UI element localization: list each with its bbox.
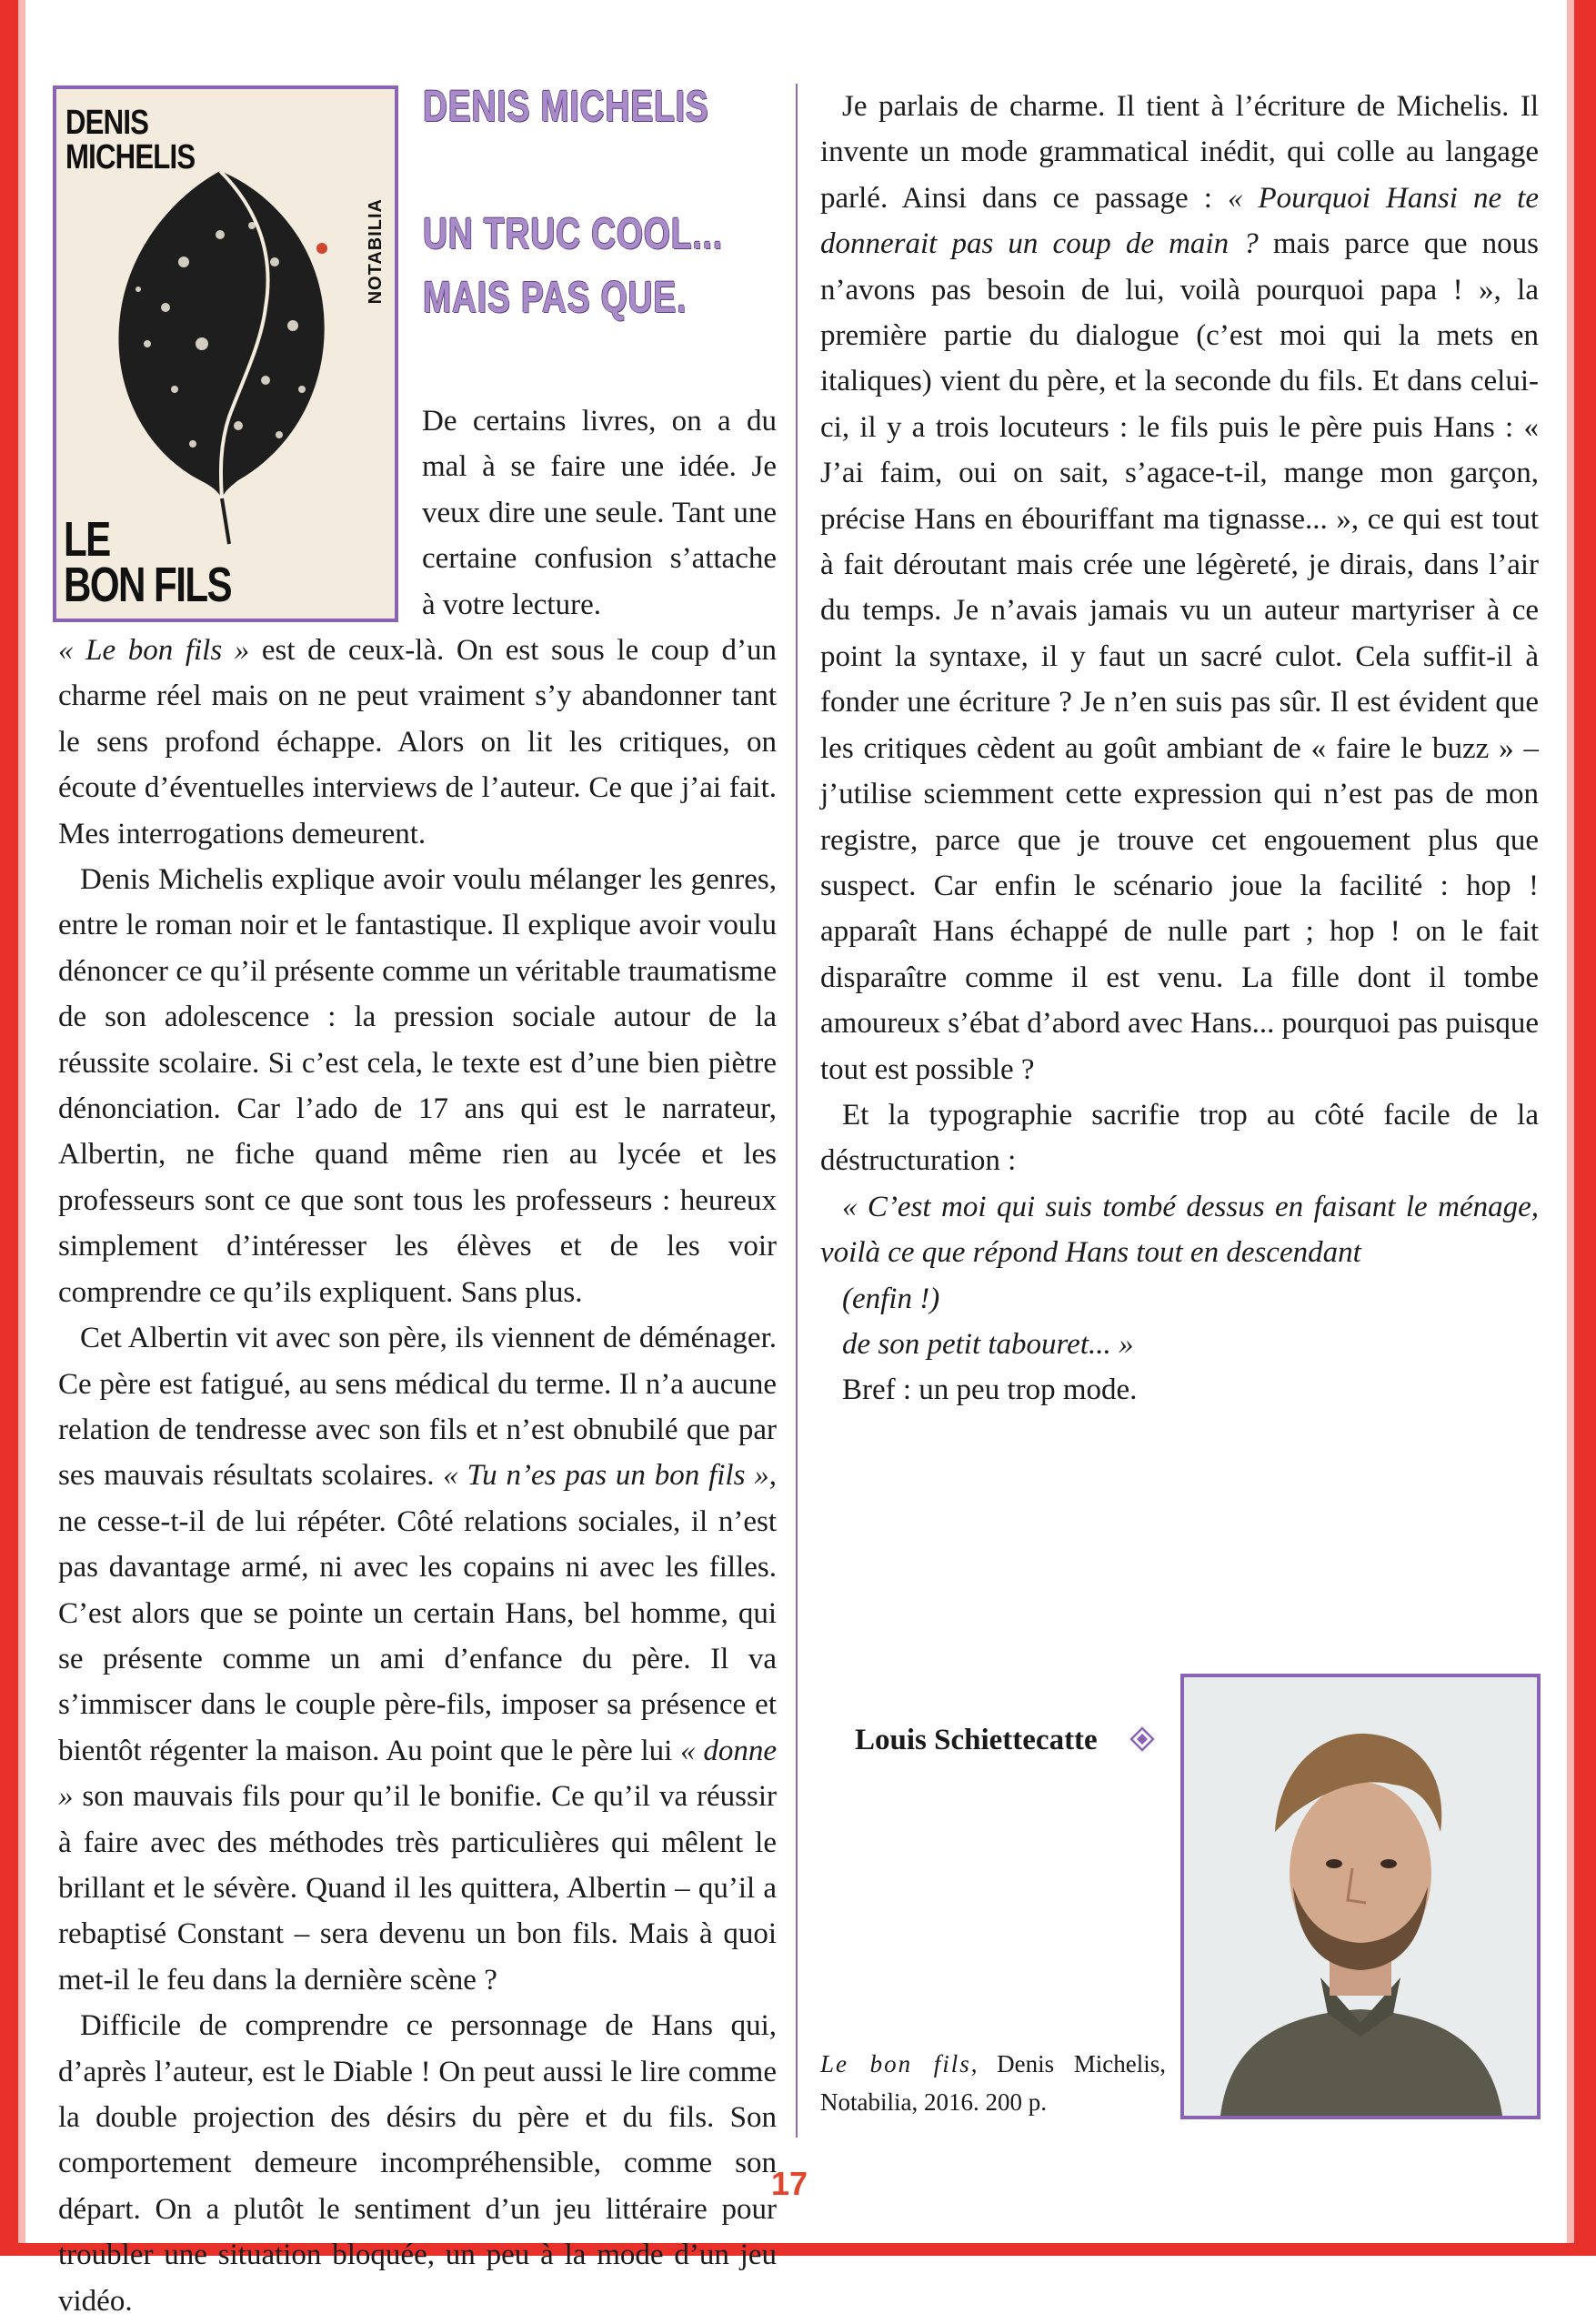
article-left-column xyxy=(58,628,778,2318)
paragraph-3: Cet Albertin vit avec son père, ils viennent de déménager. Ce père est fatigué, au sens médical du terme. Il n’a aucune relation de tendresse avec son fils et n’est obnubilé que par ses mauvais résultats scolaires. « Tu n’es pas un bon fils », ne cesse-t-il de lui répéter. Côté relations sociales, il n’est pas davantage armé, ni avec les copains ni avec les filles. C’est alors que se pointe un certain Hans, bel homme, qui se présente comme un ami d’enfance du père. Il va s’immiscer dans le couple père-fils, imposer sa présence et bientôt régenter la maison. Au point que le père lui « donne » son mauvais fils pour qu’il le bonifie. Ce qu’il va réussir à faire avec des méthodes très particulières qui mêlent le brillant et le sévère. Quand il les quittera, Albertin – qu’il a rebaptisé Constant – sera devenu un bon fils. Mais à quoi met-il le feu dans la dernière scène ? xyxy=(58,1322,777,1997)
quote-line-3: de son petit tabouret... » xyxy=(842,1327,1134,1361)
headline-line-2: MAIS PAS QUE. xyxy=(423,274,688,322)
page-border-right xyxy=(1574,0,1596,2256)
book-cover xyxy=(53,86,398,622)
paragraph-5: Je parlais de charme. Il tient à l’écriture de Michelis. Il invente un mode grammatical inédit, qui colle au langage parlé. Ainsi dans ce passage : « Pourquoi Hansi ne te donnerait pas un coup de main ? mais parce que nous n’avons pas besoin de lui, voilà pourquoi papa ! », la première partie du dialogue (c’est moi qui la mets en italiques) vient du père, et la seconde du fils. Et dans celui-ci, il y a trois locuteurs : le fils puis le père puis Hans : « J’ai faim, oui on sait, s’agace-t-il, mange mon garçon, précise Hans en ébouriffant ma tignasse... », ce qui est tout à fait déroutant mais crée une légèreté, je dirais, dans l’air du temps. Je n’avais jamais vu un auteur martyriser à ce point la syntaxe, il y faut un sacré culot. Cela suffit-il à fonder une écriture ? Je n’en suis pas sûr. Il est évident que les critiques cèdent au goût ambiant de « faire le buzz » – j’utilise sciemment cette expression qui n’est pas de mon registre, parce que je trouve cet engouement plus que suspect. Car enfin le scénario joue la facilité : hop ! apparaît Hans échappé de nulle part ; hop ! on le fait disparaître comme il est venu. La fille dont il tombe amoureux s’ébat d’abord avec Hans... pourquoi pas puisque tout est possible ? xyxy=(820,90,1539,1086)
cover-author: DENIS MICHELIS xyxy=(65,104,196,176)
leaf-faces-illustration xyxy=(84,153,366,544)
quote-line-2: (enfin !) xyxy=(842,1282,940,1315)
paragraph-7: Bref : un peu trop mode. xyxy=(842,1373,1138,1407)
cover-publisher: NOTABILIA xyxy=(366,198,386,305)
paragraph-1: De certains livres, on a du mal à se faire une idée. Je veux dire une seule. Tant une certaine confusion s’attache à votre lecture. xyxy=(422,405,777,621)
diamond-icon xyxy=(1130,1727,1154,1751)
paragraph-4: Difficile de comprendre ce personnage de Hans qui, d’après l’auteur, est le Diable ! On peut aussi le lire comme la double projection des désirs du père et du fils. Son comportement demeure incompréhensible, comme son départ. On a plutôt le sentiment d’un jeu littéraire pour troubler une situation bloquée, un peu à la mode d’un jeu vidéo. xyxy=(58,2009,777,2318)
author-photo xyxy=(1180,1674,1541,2119)
headline-author: DENIS MICHELIS xyxy=(423,83,709,131)
headline-line-1: UN TRUC COOL... xyxy=(423,210,723,258)
paragraph-2: Denis Michelis explique avoir voulu mélanger les genres, entre le roman noir et le fantastique. Il explique avoir voulu dénoncer ce qu’il présente comme un véritable traumatisme de son adolescence : la pression sociale autour de la réussite scolaire. Si c’est cela, le texte est d’une bien piètre dénonciation. Car l’ado de 17 ans qui est le narrateur, Albertin, ne fiche quand même rien au lycée et les professeurs sont ce que sont tous les professeurs : heureux simplement d’intéresser les élèves et de les voir comprendre ce qu’ils expliquent. Sans plus. xyxy=(58,863,777,1309)
page-border-right-inner xyxy=(1567,0,1574,2243)
paragraph-6: Et la typographie sacrifie trop au côté facile de la déstructuration : xyxy=(820,1098,1539,1178)
article-intro xyxy=(422,398,777,628)
quote-line-1: « C’est moi qui suis tombé dessus en faisant le ménage, voilà ce que répond Hans tout en descendant xyxy=(820,1190,1539,1270)
page-border-left-inner xyxy=(18,0,25,2243)
paragraph-1-continued: « Le bon fils » est de ceux-là. On est sous le coup d’un charme réel mais on ne peut vraiment s’y abandonner tant le sens profond échappe. Alors on lit les critiques, on écoute d’éventuelles interviews de l’auteur. Ce que j’ai fait. Mes interrogations demeurent. xyxy=(58,634,778,850)
caption-details: , Denis Michelis, Notabilia, 2016. 200 p. xyxy=(820,2050,1166,2116)
cover-title: LE BON FILS xyxy=(64,512,232,612)
page-number: 17 xyxy=(771,2165,808,2202)
caption-book-title: Le bon fils xyxy=(820,2050,971,2078)
book-title-quote: « Le bon fils » xyxy=(58,634,250,667)
author-portrait-illustration xyxy=(1184,1677,1537,2116)
article-right-column xyxy=(820,84,1539,1694)
book-caption xyxy=(820,2045,1166,2121)
column-divider xyxy=(796,84,798,2138)
page-border-left xyxy=(0,0,18,2256)
author-byline: Louis Schiettecatte xyxy=(855,1724,1098,1756)
